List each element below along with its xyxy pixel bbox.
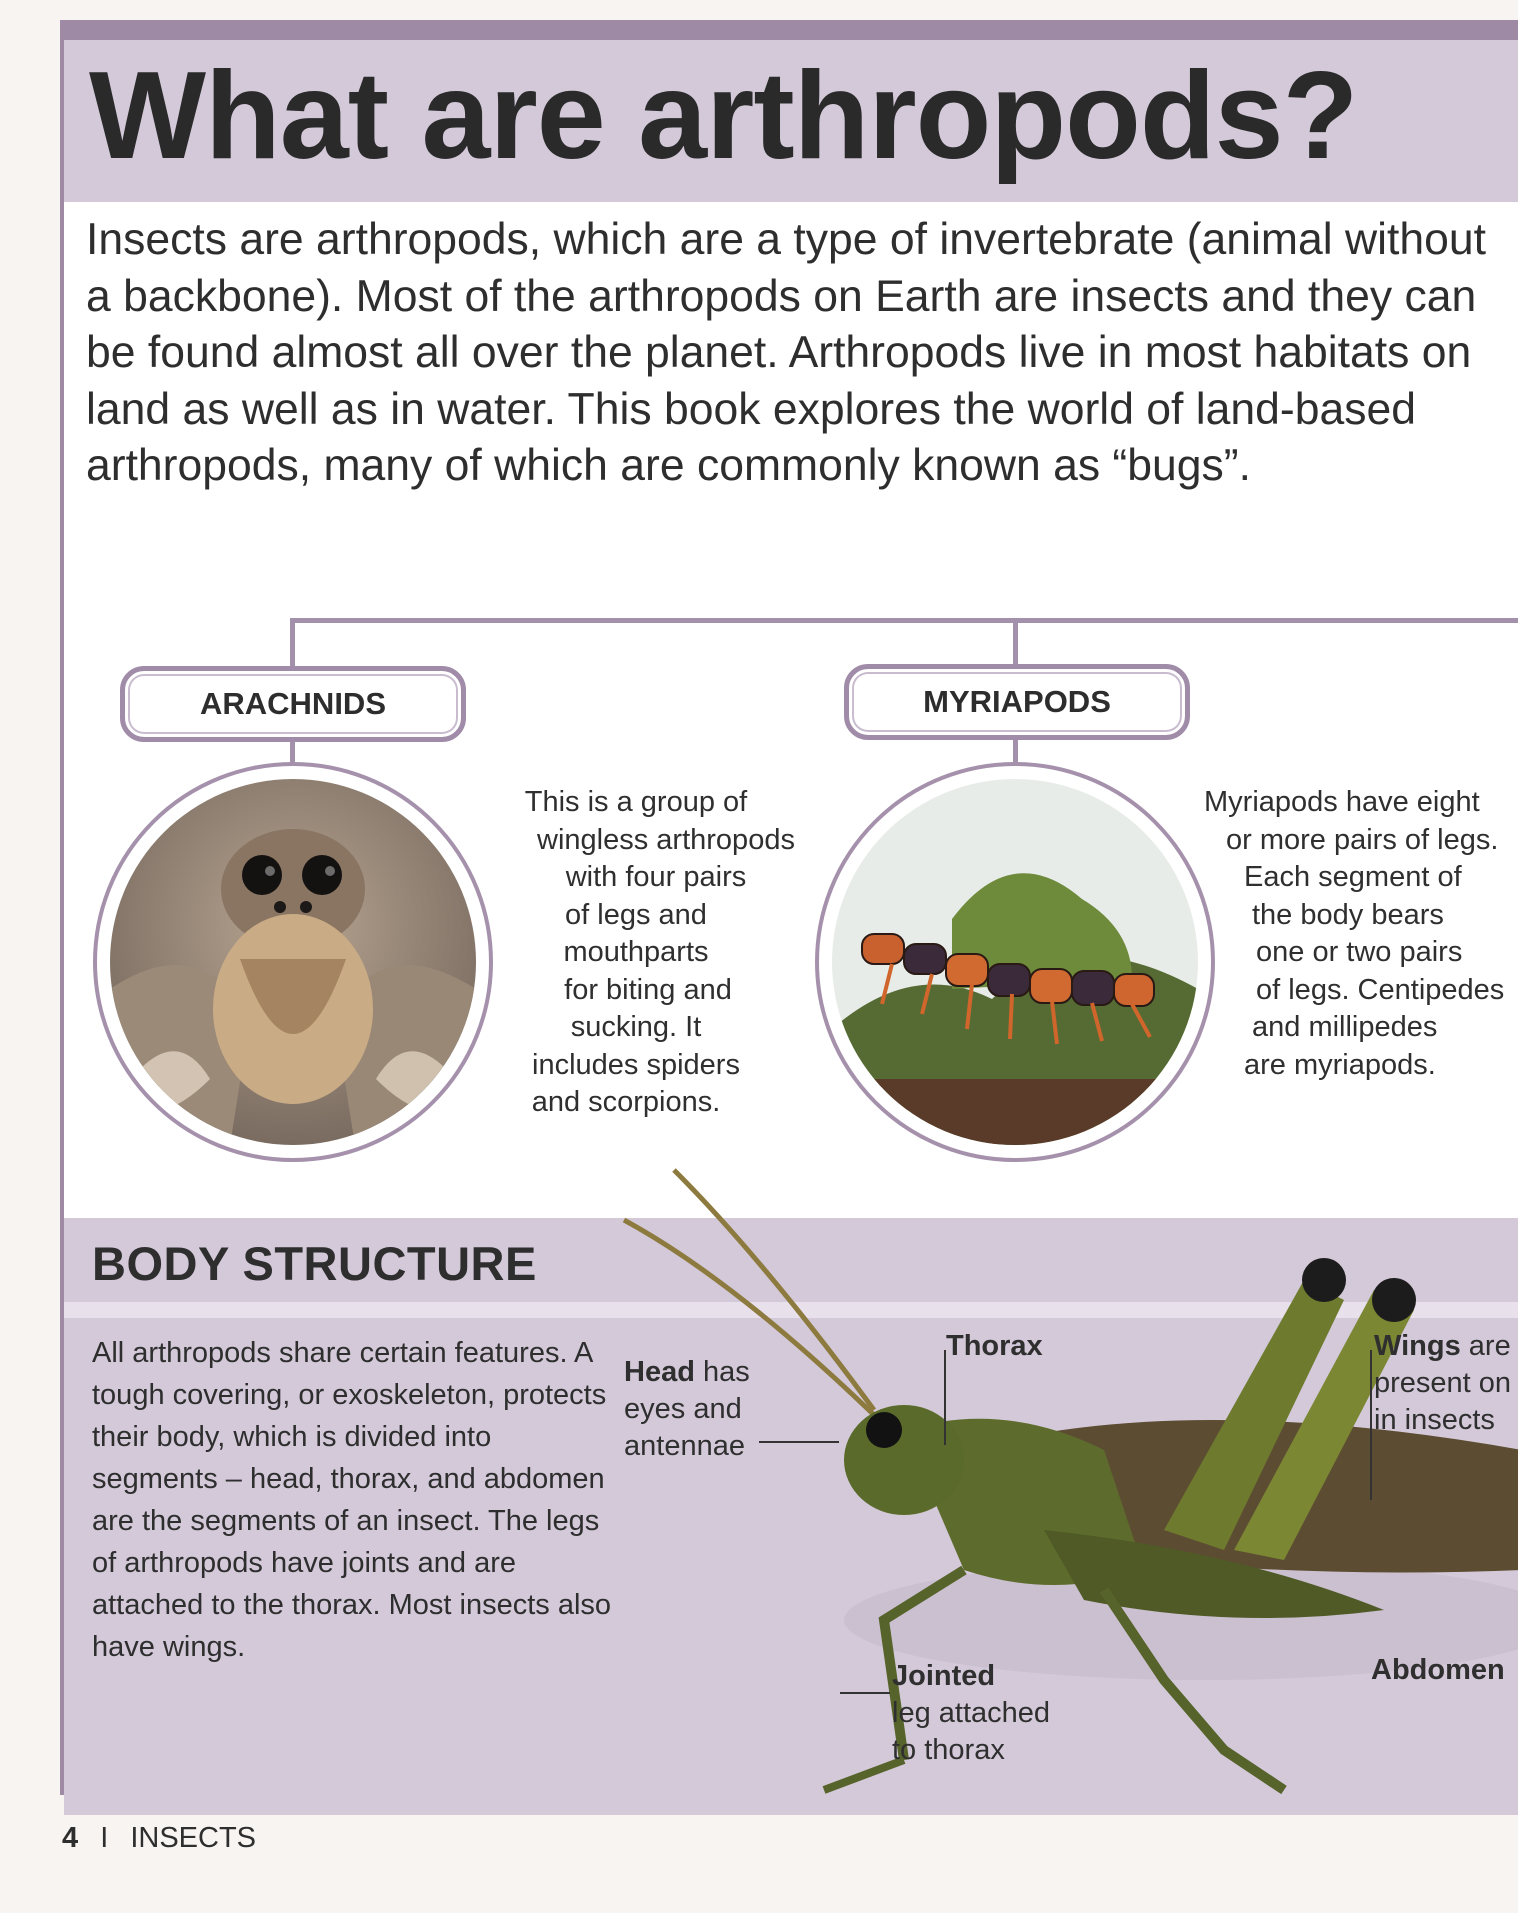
myriapods-description: Myriapods have eight or more pairs of legs. Each segment of the body bears one or two pairs of legs. Centipedes and millipedes are myriapods.: [1204, 786, 1505, 1081]
page-title: What are arthropods?: [89, 47, 1358, 185]
abdomen-callout: Abdomen: [1371, 1654, 1505, 1686]
arachnids-label: ARACHNIDS: [200, 686, 386, 721]
leg-leader: [840, 1692, 890, 1694]
intro-paragraph: Insects are arthropods, which are a type of invertebrate (animal without a backbone). Most of the arthropods on Earth are insects and they can be found almost all over the planet. Arthropods live in most habitats on land as well as in water. This book explores the world of land-based arthropods, many of which are commonly known as “bugs”.: [86, 215, 1486, 490]
spider-photo: [110, 779, 476, 1145]
head-leader: [759, 1441, 839, 1443]
arachnids-description: This is a group of wingless arthropods with four pairs of legs and mouthparts for biting and sucking. It includes spiders and scorpions.: [524, 786, 795, 1118]
footer-separator: I: [100, 1822, 109, 1854]
myriapods-label: MYRIAPODS: [923, 684, 1111, 719]
body-structure-paragraph: All arthropods share certain features. A tough covering, or exoskeleton, protects their body, which is divided into segments – head, thorax, and abdomen are the segments of an insect. The legs of arthropods have joints and are attached to the thorax. Most insects also have wings.: [92, 1337, 612, 1663]
arachnids-label-box: [120, 666, 466, 742]
thorax-leader: [944, 1350, 946, 1445]
thorax-callout: Thorax: [946, 1330, 1043, 1362]
grasshopper-illustration: [584, 1150, 1518, 1810]
page: [60, 20, 1518, 1795]
head-callout: Head has eyes and antennae: [624, 1356, 750, 1462]
tree-top-line: [292, 618, 1518, 623]
wings-leader: [1370, 1350, 1372, 1500]
footer: [62, 1822, 256, 1855]
myriapods-label-box: [844, 664, 1190, 740]
page-number: 4: [62, 1822, 79, 1854]
centipede-photo: [832, 779, 1198, 1145]
body-structure-heading: BODY STRUCTURE: [92, 1237, 537, 1290]
wings-callout: Wings are present on in insects: [1374, 1330, 1512, 1436]
leg-callout: Jointed leg attached to thorax: [892, 1660, 1051, 1766]
section-name: INSECTS: [130, 1822, 257, 1854]
